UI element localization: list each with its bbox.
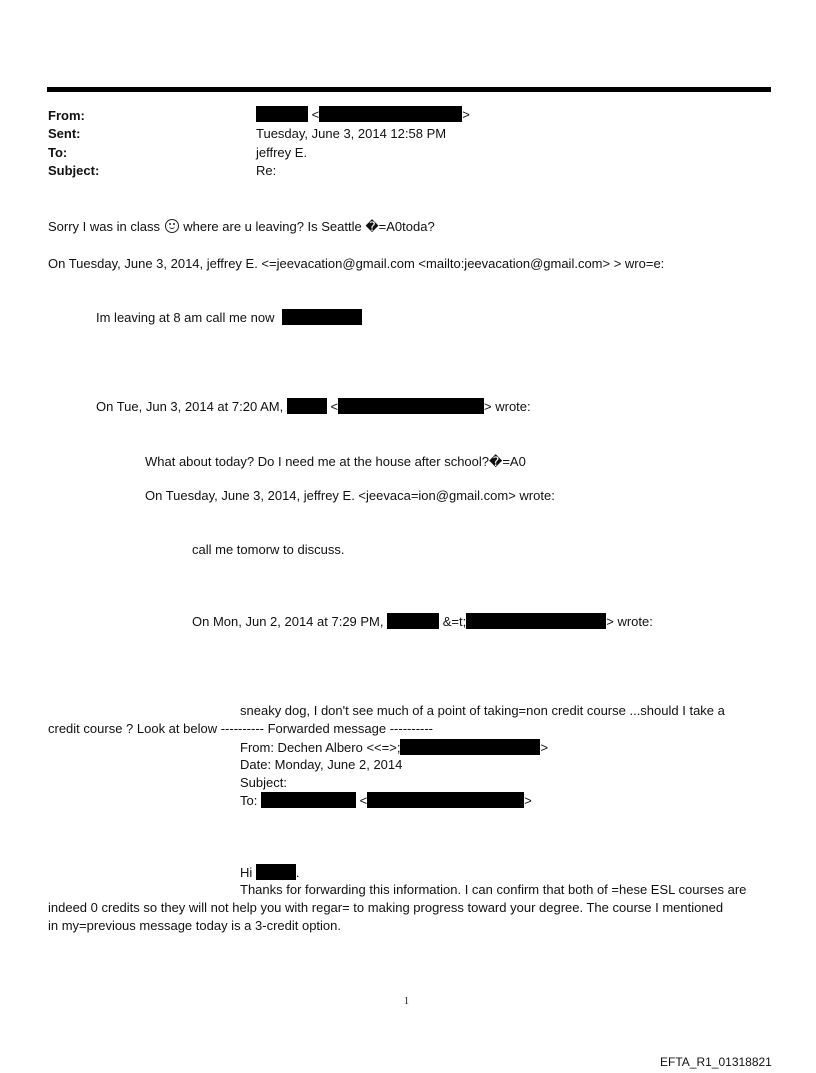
- quoted-message: sneaky dog, I don't see much of a point of taking=non credit course ...should I take a: [240, 703, 725, 718]
- quoted-attribution: On Tue, Jun 3, 2014 at 7:20 AM, < > wrote:: [96, 399, 531, 414]
- forwarded-date: Date: Monday, June 2, 2014: [240, 757, 403, 772]
- quoted-message: What about today? Do I need me at the house after school?�=A0: [145, 454, 526, 469]
- to-value: jeffrey E.: [256, 145, 308, 160]
- sent-value: Tuesday, June 3, 2014 12:58 PM: [256, 126, 447, 141]
- subject-value: Re:: [256, 163, 277, 178]
- redaction-block: [256, 106, 308, 122]
- greeting: Hi .: [240, 865, 300, 880]
- redaction-block: [287, 398, 327, 414]
- smiley-icon: [165, 219, 179, 233]
- sent-label: Sent:: [48, 126, 81, 141]
- from-value: < >: [256, 106, 470, 122]
- redaction-block: [338, 398, 484, 414]
- to-label: To:: [48, 145, 68, 160]
- redaction-block: [466, 613, 606, 629]
- forwarded-from: From: Dechen Albero <<=>; >: [240, 740, 549, 755]
- redaction-block: [387, 613, 439, 629]
- from-label: From:: [48, 108, 85, 123]
- message-paragraph: indeed 0 credits so they will not help you with regar= to making progress toward your degree. The course I mentioned: [48, 900, 724, 915]
- redaction-block: [256, 864, 296, 880]
- forwarded-to: To: < >: [240, 793, 532, 808]
- quoted-message: Im leaving at 8 am call me now: [96, 309, 362, 325]
- header-rule: [47, 87, 771, 92]
- subject-label: Subject:: [48, 163, 100, 178]
- quoted-message: credit course ? Look at below ---------- Forwarded message ----------: [48, 721, 434, 736]
- quoted-attribution: On Tuesday, June 3, 2014, jeffrey E. <=jeevacation@gmail.com <mailto:jeevacation@gmail.com> > wro=e:: [48, 256, 665, 271]
- message-paragraph: in my=previous message today is a 3-credit option.: [48, 918, 342, 933]
- message-paragraph: Thanks for forwarding this information. I can confirm that both of =hese ESL courses are: [240, 882, 747, 897]
- page-number: 1: [404, 996, 409, 1007]
- forwarded-subject: Subject:: [240, 775, 287, 790]
- reply-line: Sorry I was in class where are u leaving? Is Seattle �=A0toda?: [48, 219, 435, 234]
- bates-number: EFTA_R1_01318821: [660, 1055, 772, 1069]
- redaction-block: [400, 739, 540, 755]
- redaction-block: [319, 106, 462, 122]
- redaction-block: [367, 792, 524, 808]
- redaction-block: [261, 792, 356, 808]
- quoted-message: call me tomorw to discuss.: [192, 542, 345, 557]
- quoted-attribution: On Tuesday, June 3, 2014, jeffrey E. <jeevaca=ion@gmail.com> wrote:: [145, 488, 555, 503]
- redaction-block: [282, 309, 362, 325]
- quoted-attribution: On Mon, Jun 2, 2014 at 7:29 PM, &=t; > wrote:: [192, 614, 653, 629]
